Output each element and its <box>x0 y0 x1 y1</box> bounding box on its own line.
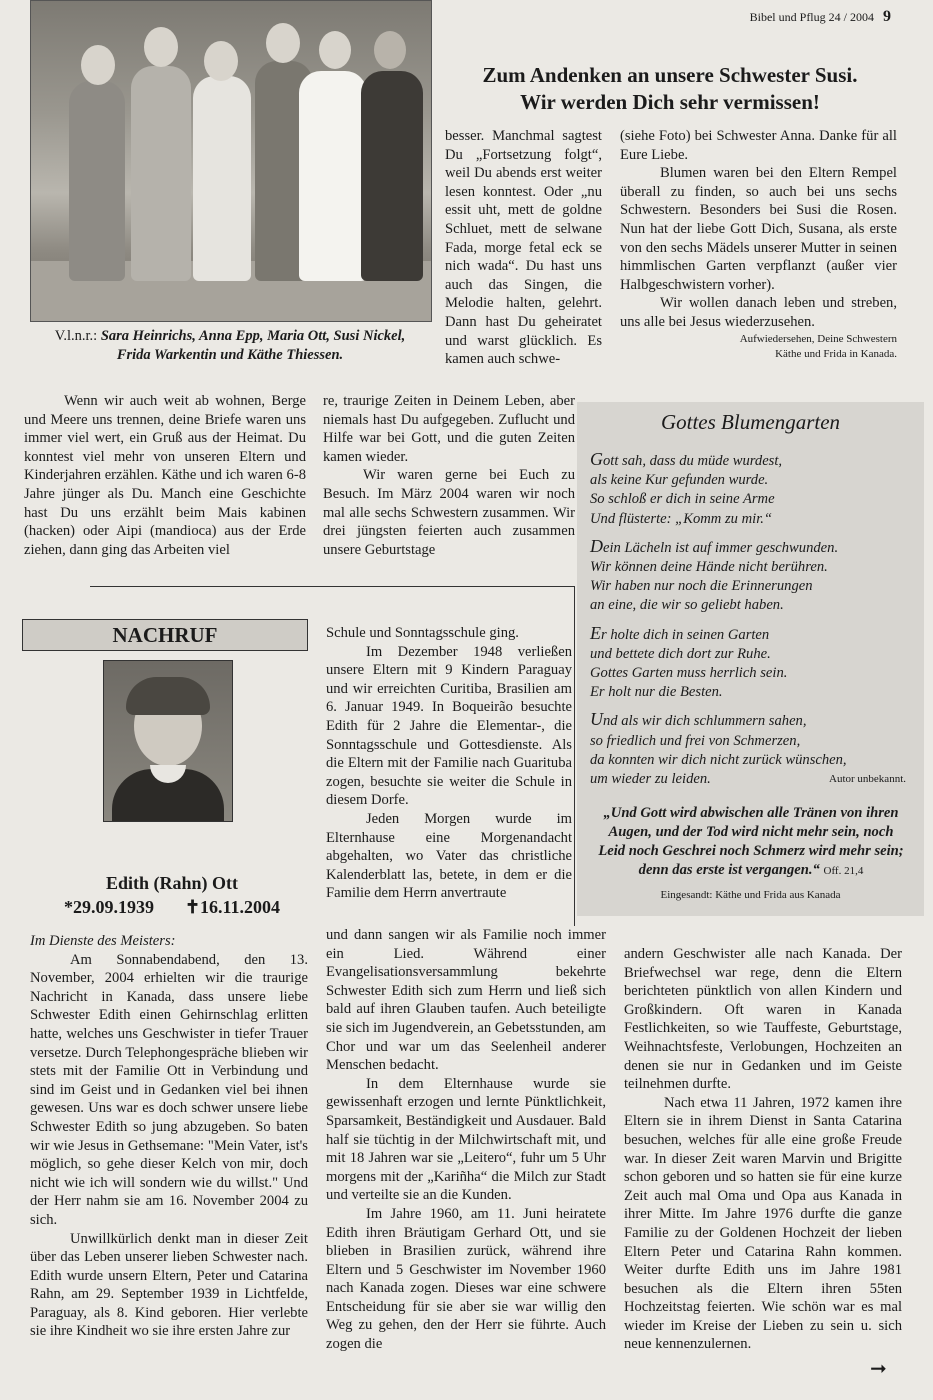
portrait-hair <box>126 677 210 715</box>
caption-prefix: V.l.n.r.: <box>54 328 98 344</box>
poem-stanza <box>590 450 920 529</box>
photo-head <box>266 23 300 63</box>
article-title-line2: Wir werden Dich sehr vermissen! <box>520 90 820 114</box>
poem-last-line <box>590 770 920 789</box>
poem-line: um wieder zu leiden. <box>590 771 711 788</box>
photo-figure <box>131 66 191 281</box>
issue-number: 24 / 2004 <box>828 10 874 24</box>
photo-figure <box>361 71 423 281</box>
article1-column1 <box>24 392 306 559</box>
nachruf-paragraph: In dem Elternhause wurde sie gewissenhaft erzogen und lernte Pünktlichkeit, Sparsamkeit, Beständigkeit und Ausdauer. Bald half sie tüchtig in der Milchwirtschaft mit, und mit 18 Jahren war sie „Leitero“, fuhr um 5 Uhr morgens mit der „Kariñha“ die Milch zur Stadt und verteilte sie an die Kunden. <box>326 1075 606 1204</box>
nachruf-intro: Im Dienste des Meisters: <box>30 933 176 949</box>
nachruf-paragraph: Im Jahre 1960, am 11. Juni heiratete Edith ihren Bräutigam Gerhard Ott, und sie blieben in Brasilien zurück, während ihre Eltern und 5 Geschwister im November 1960 nach Kanada zogen. Dieses war eine schwere Entscheidung für sie aber sie war willig den Weg zu gehen, den der Herr sie führte. Auch zogen die <box>326 1205 606 1353</box>
poem-line: Er holte dich in seinen Garten <box>590 622 770 643</box>
poem-line: Er holt nur die Besten. <box>590 684 723 701</box>
poem-line: Und flüsterte: „Komm zu mir.“ <box>590 510 773 527</box>
poem-submitted: Eingesandt: Käthe und Frida aus Kanada <box>660 889 841 901</box>
article1-column3 <box>620 127 897 362</box>
article1-paragraph: re, traurige Zeiten in Deinem Leben, aber niemals hast Du aufgegeben. Zuflucht und Hilfe war bei Gott, und die guten Zeiten kamen wieder. <box>323 393 575 465</box>
section-divider <box>90 586 574 587</box>
quote-line: Leid noch Geschrei noch Schmerz wird mehr sein; <box>598 843 904 859</box>
quote-line: denn das erste ist vergangen.“ <box>638 862 820 878</box>
article1-paragraph: Wir wollen danach leben und streben, uns alle bei Jesus wiederzusehen. <box>620 295 897 330</box>
poem-line: Gott sah, dass du müde wurdest, <box>590 449 783 469</box>
poem-stanza <box>590 537 920 616</box>
poem-title: Gottes Blumengarten <box>660 410 841 434</box>
photo-figure <box>193 76 251 281</box>
nachruf-column3 <box>624 945 902 1354</box>
quote-line: „Und Gott wird abwischen alle Tränen von ihren <box>603 805 899 821</box>
caption-names-line1: Sara Heinrichs, Anna Epp, Maria Ott, Susi Nickel, <box>100 328 406 344</box>
article1-column2b <box>323 392 575 559</box>
nachruf-paragraph: und dann sangen wir als Familie noch immer ein Lied. Während einer Evangelisationsversammlung bekehrte Schwester Edith sich zum Herrn und ließ sich bald auf ihren Glauben taufen. Auch beteiligte sie sich im Jugendverein, an Gebetsstunden, am Chor und war um das Seelenheil anderer Menschen bedacht. <box>326 927 606 1074</box>
deceased-name: Edith (Rahn) Ott <box>105 873 239 893</box>
column-divider <box>574 586 575 926</box>
photo-head <box>374 31 406 69</box>
poem-text <box>590 450 920 797</box>
article1-paragraph: Wenn wir auch weit ab wohnen, Berge und Meere uns trennen, deine Briefe waren uns immer viel wert, ein Gruß aus der Heimat. Du konntest viel mehr von unseren Eltern und Kinderjahren erzählen. Käthe und ich waren 6-8 Jahre jünger als Du. Manch eine Geschichte hast Du uns erzählt beim Mais kabinen (hacken) oder Aipi (mandioca) aus der Erde ziehen, dann ging das Arbeiten viel <box>24 393 306 558</box>
article1-paragraph: (siehe Foto) bei Schwester Anna. Danke für all Eure Liebe. <box>620 128 897 163</box>
poem-line: Wir können deine Hände nicht berühren. <box>590 559 828 576</box>
article1-paragraph: Wir waren gerne bei Euch zu Besuch. Im März 2004 waren wir noch mal alle sechs Schwestern zusammen. Wir drei jüngsten feierten auch zusammen unsere Geburtstage <box>323 467 575 558</box>
photo-head <box>144 27 178 67</box>
page-number: 9 <box>883 8 891 25</box>
nachruf-column2b <box>326 926 606 1354</box>
nachruf-paragraph: Jeden Morgen wurde im Elternhause eine Morgenandacht abgehalten, wo Vater das christliche Kalenderblatt las, betete, in dem er die Familie dem Herrn anvertraute <box>326 810 572 902</box>
article-title-line1: Zum Andenken an unsere Schwester Susi. <box>482 63 858 87</box>
poem-line: als keine Kur gefunden wurde. <box>590 472 769 489</box>
photo-figure <box>299 71 367 281</box>
nachruf-heading: NACHRUF <box>22 619 308 651</box>
portrait-photo <box>103 660 233 822</box>
poem-line: so friedlich und frei von Schmerzen, <box>590 732 801 749</box>
quote-line: Augen, und der Tod wird nicht mehr sein, noch <box>608 824 894 840</box>
poem-stanza <box>590 710 920 789</box>
nachruf-paragraph: Am Sonnabendabend, den 13. November, 2004 erhielten wir die traurige Nachricht in Kanada, dass unsere liebe Schwester Edith einen Gehirnschlag erlitten hatte, welches uns Geschwister in tiefer Trauer versetze. Durch Telephongespräche blieben wir stets mit der Familie Ott in Verbindung und sind im Geist und in Gedanken viel bei ihnen gewesen. Uns war es doch schwer unsere liebe Schwester Edith so jung abzugeben. So baten wir wie Jesus in Gethsemane: "Mein Vater, ist's möglich, so gehe dieser Kelch von mir, doch nicht wie ich will sondern wie du willst." Und der Herr nahm sie am 16. November 2004 zu sich. <box>30 951 308 1228</box>
photo-head <box>204 41 238 81</box>
article1-column2a <box>445 127 602 369</box>
article1-paragraph: besser. Manchmal sagtest Du „Fortsetzung folgt“, weil Du abends erst weiter lesen konntest. Oder „nu essit uht, mett de goldne Schluet, mett de selwane Fada, morge fetal eck se nich wada“. Du hast uns auch das Singen, die Melodie halten, gelehrt. Dann hast Du geheiratet und warst glücklich. Es kamen auch schwe- <box>445 128 602 368</box>
poem-stanza <box>590 624 920 703</box>
poem-line: Dein Lächeln ist auf immer geschwunden. <box>590 535 839 556</box>
nachruf-column2a <box>326 624 572 903</box>
nachruf-paragraph: Schule und Sonntagsschule ging. <box>326 625 519 641</box>
article-title <box>440 62 900 116</box>
page-header <box>750 8 891 26</box>
nachruf-paragraph: Im Dezember 1948 verließen unsere Eltern mit 9 Kindern Paraguay und wir erreichten Curitiba, Brasilien am 6. Januar 1949. In Boqueirão besuchte Edith für 2 Jahre die Elementar-, die Sonntagsschule und Gottesdienste. Als die Eltern mit der Familie nach Guarituba zogen, besuchte sie weiter die Schule in diesem Dorfe. <box>326 643 572 809</box>
poem-line: an eine, die wir so geliebt haben. <box>590 597 784 614</box>
nachruf-paragraph: andern Geschwister alle nach Kanada. Der Briefwechsel war rege, denn die Eltern berichteten pünktlich von allen Kindern und Großkindern. Oft waren in Kanada Festlichkeiten, so wie Tauffeste, Geburtstage, Weihnachtsfeste, Verlobungen, Hochzeiten an denen sie nur in Gedanken und im Geiste teilnehmen durfte. <box>624 946 902 1093</box>
article1-paragraph: Blumen waren bei den Eltern Rempel überall zu finden, so auch bei uns sechs Schwestern. Besonders bei Susi die Rosen. Nun hat der liebe Gott Dich, Susana, als erste von den sechs Mädels unserer Mutter in seinen himmlischen Garten verpflanzt (außer vier Halbgeschwistern vorher). <box>620 165 897 293</box>
poem-line: da konnten wir dich nicht zurück wünschen, <box>590 751 847 768</box>
bible-quote <box>581 804 921 881</box>
photo-head <box>319 31 351 69</box>
poem-line: Und als wir dich schlummern sahen, <box>590 709 807 730</box>
poem-author: Autor unbekannt. <box>829 773 906 786</box>
caption-names-line2: Frida Warkentin und Käthe Thiessen. <box>116 347 344 363</box>
photo-figure <box>69 81 125 281</box>
article1-signoff <box>620 332 897 362</box>
nachruf-paragraph: Unwillkürlich denkt man in dieser Zeit über das Leben unserer lieben Schwester nach. Edith wurde unsern Eltern, Peter und Catarina Rahn, am 29. September 1939 in Lichtfelde, Paraguay, als 8. Kind geboren. Hier verlebte sie ihre Kindheit wo sie ihre ersten Jahre zur <box>30 1230 308 1340</box>
poem-line: Gottes Garten muss herrlich sein. <box>590 665 788 682</box>
photo-head <box>81 45 115 85</box>
death-date: ✝16.11.2004 <box>184 897 281 917</box>
photo-caption <box>30 327 430 365</box>
deceased-info <box>22 872 322 918</box>
signoff-line1: Aufwiedersehen, Deine Schwestern <box>739 332 897 345</box>
quote-reference: Off. 21,4 <box>823 865 864 877</box>
arrow-right-icon: ➞ <box>870 1358 887 1380</box>
deceased-dates <box>22 896 322 918</box>
signoff-line2: Käthe und Frida in Kanada. <box>775 347 897 360</box>
poem-line: Wir haben nur noch die Erinnerungen <box>590 578 813 595</box>
nachruf-column1 <box>30 932 308 1341</box>
poem-line: und bettete dich dort zur Ruhe. <box>590 645 771 662</box>
sisters-photo <box>30 0 432 322</box>
nachruf-paragraph: Nach etwa 11 Jahren, 1972 kamen ihre Eltern sie in ihrem Dienst in Santa Catarina besuchen, welches für alle eine große Freude war. In dieser Zeit waren Marvin und Brigitte schon geboren und so hatten sie für eine kurze Zeit auch mal Oma und Opa aus Kanada in ihrer Mitte. Im Jahre 1976 durfte die ganze Familie zu der Goldenen Hochzeit der lieben Eltern Peter und Catarina Rahn kommen. Weiter durfte Edith uns im Jahre 1981 besuchen als die Eltern ihren 55ten Hochzeitstag feierten. Wie schön war es mal wieder im Kreise der Lieben zu sein u. sich neue kennenzulernen. <box>624 1094 902 1353</box>
poem-line: So schloß er dich in seine Arme <box>590 491 775 508</box>
birth-date: *29.09.1939 <box>63 897 154 917</box>
publication-name: Bibel und Pflug <box>749 10 826 24</box>
